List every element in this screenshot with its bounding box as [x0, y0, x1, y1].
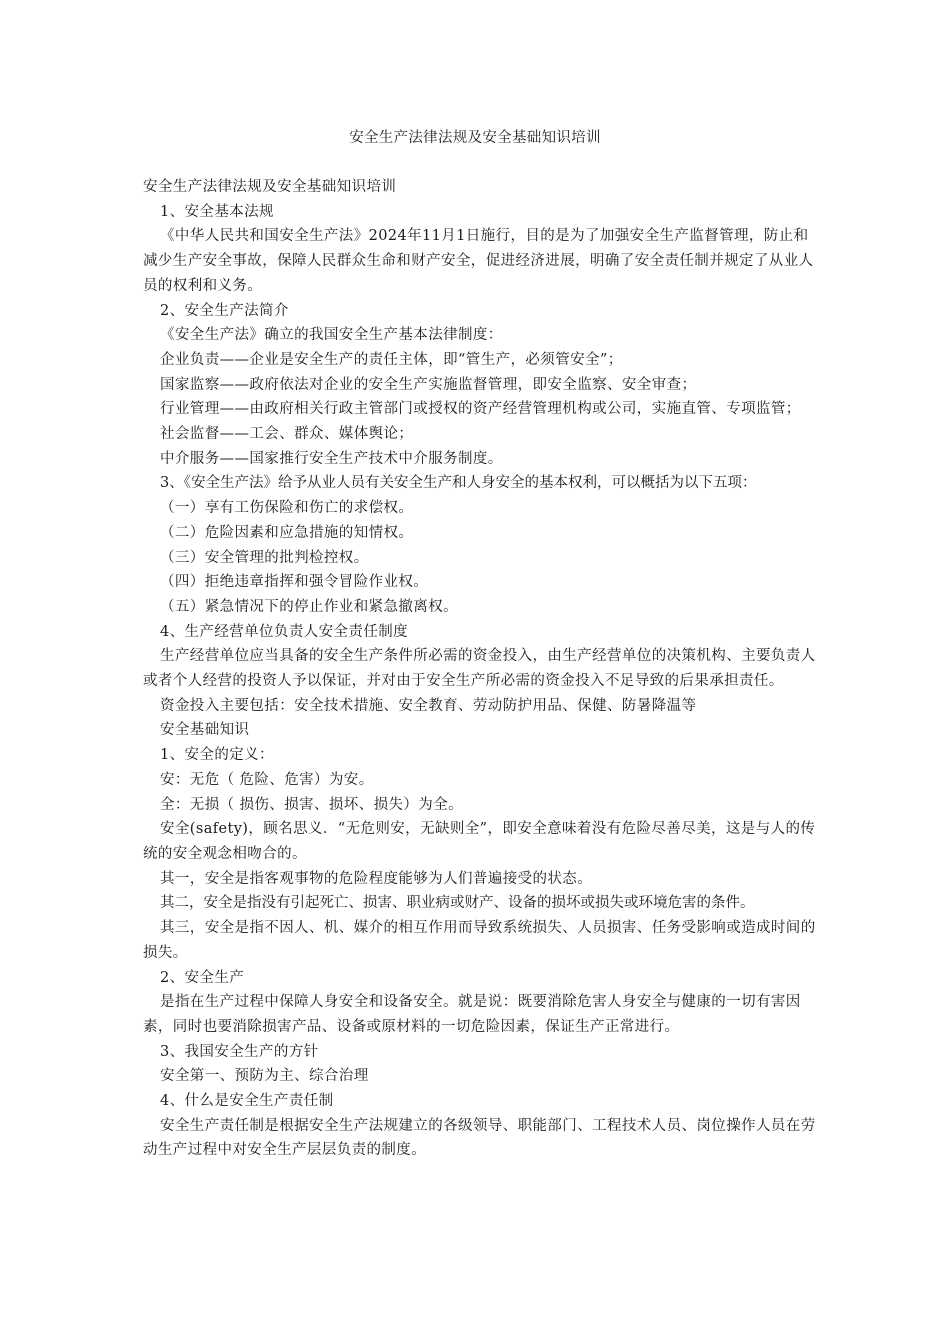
paragraph: 其二，安全是指没有引起死亡、损害、职业病或财产、设备的损坏或损失或环境危害的条件。: [160, 895, 755, 912]
paragraph: 《中华人民共和国安全生产法》2024年11月1日施行，目的是为了加强安全生产监督管理，防止和减少生产安全事故，保障人民群众生命和财产安全，促进经济进展，明确了安全责任制并规定了从业人员的权利和义务。: [143, 228, 814, 294]
paragraph: 安：无危（ 危险、危害）为安。: [160, 771, 374, 788]
document-title: 安全生产法律法规及安全基础知识培训: [349, 130, 601, 146]
body-heading: 安全生产法律法规及安全基础知识培训: [143, 179, 397, 195]
section-heading: 4、生产经营单位负责人安全责任制度: [160, 623, 409, 640]
section-heading: 4、什么是安全生产责任制: [160, 1093, 334, 1110]
section-heading: 2、安全生产: [160, 969, 245, 986]
paragraph: 生产经营单位应当具备的安全生产条件所必需的资金投入，由生产经营单位的决策机构、主要负责人或者个人经营的投资人予以保证，并对由于安全生产所必需的资金投入不足导致的后果承担责任。: [143, 648, 816, 690]
paragraph: 资金投入主要包括：安全技术措施、安全教育、劳动防护用品、保健、防暑降温等: [160, 697, 697, 714]
section-heading: 3、我国安全生产的方针: [160, 1043, 319, 1060]
section-heading: 1、安全的定义：: [160, 747, 274, 764]
list-item: （二）危险因素和应急措施的知情权。: [160, 524, 414, 541]
paragraph: 社会监督——工会、群众、媒体舆论；: [160, 426, 414, 443]
paragraph: 企业负责——企业是安全生产的责任主体，即“管生产，必须管安全”；: [160, 351, 623, 368]
paragraph: 安全(safety)，顾名思义．“无危则安，无缺则全”，即安全意味着没有危险尽善尽美，这是与人的传统的安全观念相吻合的。: [143, 821, 816, 862]
section-heading: 2、安全生产法简介: [160, 302, 289, 319]
paragraph: 全：无损（ 损伤、损害、损坏、损失）为全。: [160, 796, 464, 813]
paragraph: 其三，安全是指不因人、机、媒介的相互作用而导致系统损失、人员损害、任务受影响或造成时间的损失。: [143, 920, 816, 961]
paragraph: 是指在生产过程中保障人身安全和设备安全。就是说：既要消除危害人身安全与健康的一切有害因素，同时也要消除损害产品、设备或原材料的一切危险因素，保证生产正常进行。: [143, 994, 801, 1035]
paragraph: 安全生产责任制是根据安全生产法规建立的各级领导、职能部门、工程技术人员、岗位操作人员在劳动生产过程中对安全生产层层负责的制度。: [143, 1117, 816, 1159]
list-item: （一）享有工伤保险和伤亡的求偿权。: [160, 500, 414, 517]
paragraph: 《安全生产法》确立的我国安全生产基本法律制度：: [160, 327, 503, 344]
paragraph: 3、《安全生产法》给予从业人员有关安全生产和人身安全的基本权利，可以概括为以下五项：: [160, 475, 757, 492]
paragraph: 中介服务——国家推行安全生产技术中介服务制度。: [160, 450, 503, 467]
paragraph: 行业管理——由政府相关行政主管部门或授权的资产经营管理机构或公司，实施直管、专项监管；: [160, 401, 801, 418]
section-heading: 1、安全基本法规: [160, 203, 274, 220]
section-heading: 安全基础知识: [160, 722, 250, 739]
paragraph: 其一，安全是指客观事物的危险程度能够为人们普遍接受的状态。: [160, 870, 593, 887]
list-item: （三）安全管理的批判检控权。: [160, 549, 369, 566]
list-item: （四）拒绝违章指挥和强令冒险作业权。: [160, 574, 429, 591]
paragraph: 国家监察——政府依法对企业的安全生产实施监督管理，即安全监察、安全审查；: [160, 376, 697, 393]
document-body: [143, 175, 818, 1163]
list-item: （五）紧急情况下的停止作业和紧急撤离权。: [160, 598, 458, 615]
paragraph: 安全第一、预防为主、综合治理: [160, 1068, 369, 1085]
